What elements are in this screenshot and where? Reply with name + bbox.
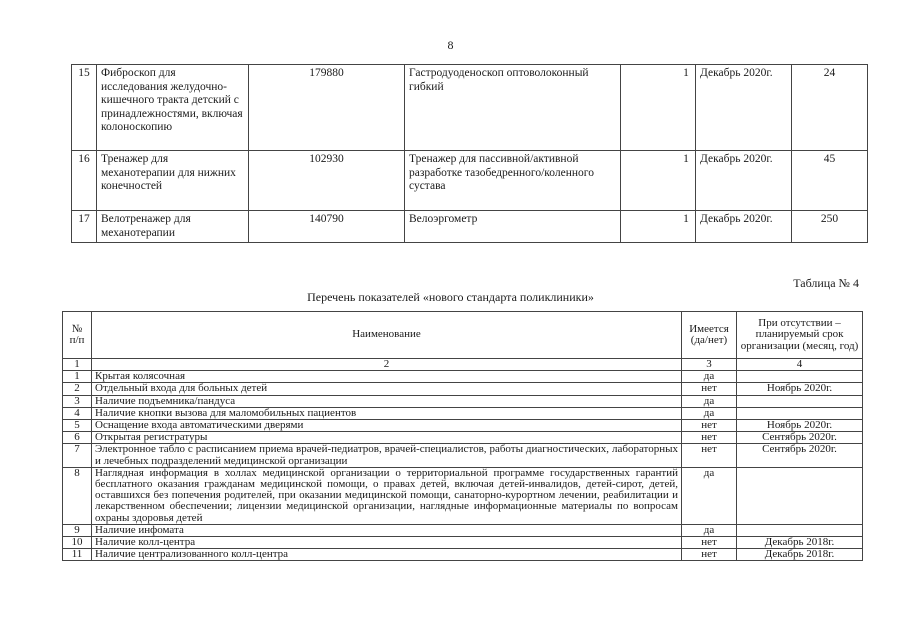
indicator-planned: Ноябрь 2020г. [737, 420, 863, 432]
indicator-number: 3 [63, 395, 92, 407]
table-title: Перечень показателей «нового стандарта поликлиники» [307, 290, 594, 304]
indicator-has: да [682, 407, 737, 419]
equipment-code: 102930 [249, 151, 405, 211]
indicator-has: да [682, 395, 737, 407]
indicator-planned: Ноябрь 2020г. [737, 383, 863, 395]
indicator-planned [737, 467, 863, 524]
indicator-has: нет [682, 549, 737, 561]
table-row [63, 420, 863, 432]
table-row [72, 65, 868, 151]
indicator-name: Наличие централизованного колл-центра [92, 549, 682, 561]
header-planned: При отсутствии – планируемый срок организации (месяц, год) [737, 312, 863, 359]
header-has: Имеется (да/нет) [682, 312, 737, 359]
equipment-analog: Велоэргометр [405, 211, 621, 243]
indicator-planned [737, 395, 863, 407]
header-name: Наименование [92, 312, 682, 359]
equipment-analog: Гастродуоденоскоп оптоволоконный гибкий [405, 65, 621, 151]
indicator-planned [737, 371, 863, 383]
table-row [63, 371, 863, 383]
indicator-name: Отдельный входа для больных детей [92, 383, 682, 395]
indicator-has: да [682, 371, 737, 383]
indicator-has: да [682, 467, 737, 524]
indicator-number: 10 [63, 537, 92, 549]
header-row [63, 312, 863, 359]
indicator-has: да [682, 524, 737, 536]
column-index: 3 [682, 359, 737, 371]
equipment-qty [621, 151, 696, 211]
indicator-number: 8 [63, 467, 92, 524]
column-index: 2 [92, 359, 682, 371]
table-label: Таблица № 4 [793, 276, 859, 290]
row-number: 15 [72, 65, 97, 151]
page-number: 8 [447, 38, 454, 52]
table-row [63, 383, 863, 395]
table-row [63, 407, 863, 419]
table-row [63, 444, 863, 467]
indicator-name: Наличие инфомата [92, 524, 682, 536]
indicator-name: Наличие подъемника/пандуса [92, 395, 682, 407]
table-row [63, 549, 863, 561]
equipment-date: Декабрь 2020г. [696, 211, 792, 243]
equipment-analog: Тренажер для пассивной/активной разработке тазобедренного/коленного сустава [405, 151, 621, 211]
indicator-has: нет [682, 444, 737, 467]
indicator-number: 11 [63, 549, 92, 561]
indicator-has: нет [682, 432, 737, 444]
column-index: 4 [737, 359, 863, 371]
indicator-number: 9 [63, 524, 92, 536]
indicator-name: Наглядная информация в холлах медицинской организации о территориальной программе государственных гарантий бесплатного оказания гражданам медицинской помощи, о правах детей, включая детей-инвалидов, детей-сирот, детей, оставшихся без попечения родителей, при оказании медицинской помощи, санаторно-курортном лечении, реабилитации и лекарственном обеспечении; лицензии медицинской организации, наглядные информационные материалы по вопросам охраны здоровья детей [92, 467, 682, 524]
indicator-planned: Декабрь 2018г. [737, 537, 863, 549]
indicator-planned: Сентябрь 2020г. [737, 432, 863, 444]
indicator-has: нет [682, 383, 737, 395]
indicator-number: 6 [63, 432, 92, 444]
equipment-qty [621, 211, 696, 243]
indicator-planned: Сентябрь 2020г. [737, 444, 863, 467]
equipment-price: 24 [792, 65, 868, 151]
row-number: 17 [72, 211, 97, 243]
header-num: № п/п [63, 312, 92, 359]
qty-value: 1 [683, 213, 689, 225]
equipment-name: Велотренажер для механотерапии [97, 211, 249, 243]
table-row [63, 537, 863, 549]
equipment-name: Тренажер для механотерапии для нижних конечностей [97, 151, 249, 211]
table-row [72, 211, 868, 243]
indicator-name: Оснащение входа автоматическими дверями [92, 420, 682, 432]
equipment-price: 45 [792, 151, 868, 211]
table-row [63, 395, 863, 407]
indicator-planned: Декабрь 2018г. [737, 549, 863, 561]
indicator-has: нет [682, 537, 737, 549]
column-index: 1 [63, 359, 92, 371]
indicator-name: Наличие колл-центра [92, 537, 682, 549]
indicator-name: Крытая колясочная [92, 371, 682, 383]
indicator-number: 4 [63, 407, 92, 419]
equipment-code: 179880 [249, 65, 405, 151]
table-row [63, 467, 863, 524]
indicator-number: 7 [63, 444, 92, 467]
indicator-name: Открытая регистратуры [92, 432, 682, 444]
indicator-number: 1 [63, 371, 92, 383]
equipment-qty [621, 65, 696, 151]
indicator-name: Наличие кнопки вызова для маломобильных пациентов [92, 407, 682, 419]
indicator-planned [737, 524, 863, 536]
indicator-number: 2 [63, 383, 92, 395]
indicators-table [62, 311, 863, 561]
indicator-has: нет [682, 420, 737, 432]
table-row [63, 524, 863, 536]
table-row [63, 432, 863, 444]
equipment-date: Декабрь 2020г. [696, 151, 792, 211]
indicator-planned [737, 407, 863, 419]
row-number: 16 [72, 151, 97, 211]
equipment-table [71, 64, 868, 243]
table-row [72, 151, 868, 211]
equipment-name: Фиброскоп для исследования желудочно-кишечного тракта детский с принадлежностями, включая колоноскопию [97, 65, 249, 151]
equipment-code: 140790 [249, 211, 405, 243]
indicator-number: 5 [63, 420, 92, 432]
qty-value: 1 [683, 67, 689, 79]
qty-value: 1 [683, 153, 689, 165]
equipment-date: Декабрь 2020г. [696, 65, 792, 151]
column-index-row [63, 359, 863, 371]
equipment-price: 250 [792, 211, 868, 243]
indicator-name: Электронное табло с расписанием приема врачей-педиатров, врачей-специалистов, работы диагностических, лабораторных и лечебных подразделений медицинской организации [92, 444, 682, 467]
